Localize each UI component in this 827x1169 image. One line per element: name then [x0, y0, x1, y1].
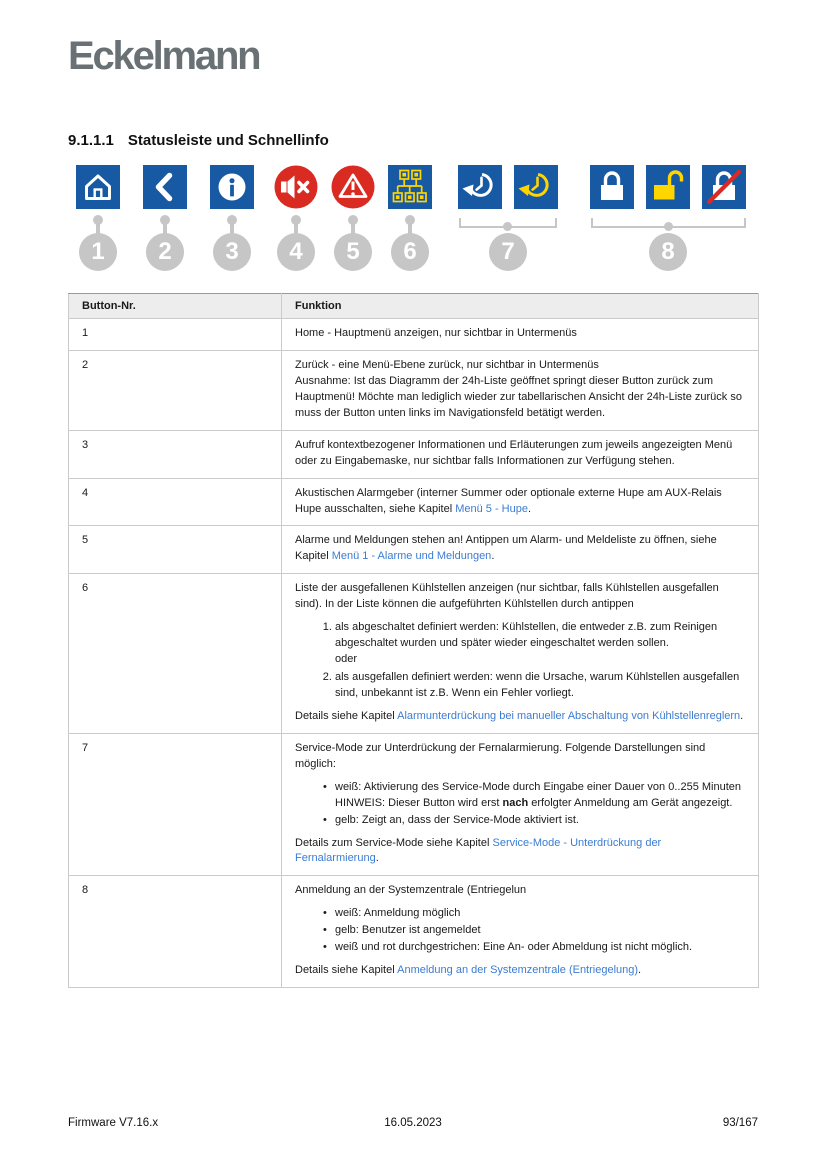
row7-bullet1-line2-post: erfolgter Anmeldung am Gerät angezeigt.: [528, 796, 733, 809]
callout-number-8: 8: [649, 233, 687, 271]
row8-bullet2: gelb: Benutzer ist angemeldet: [335, 924, 481, 937]
row8-bullet1: weiß: Anmeldung möglich: [335, 907, 461, 920]
funktion-cell: [282, 876, 759, 988]
bracket-dot: [664, 222, 673, 231]
home-icon: [76, 165, 120, 209]
section-title: Statusleiste und Schnellinfo: [127, 132, 329, 149]
row3-text: Aufruf kontextbezogener Informationen und Erläuterungen zum jeweils angezeigten Menü oder zu Eingabemaske, nur sichtbar falls Informationen zur Verfügung stehen.: [295, 438, 733, 467]
link-alarmunterdrueckung[interactable]: Alarmunterdrückung bei manueller Abschaltung von Kühlstellenreglern: [397, 709, 741, 722]
funktion-cell: [282, 430, 759, 478]
funktion-cell: [282, 478, 759, 526]
row7-bold-nach: nach: [502, 796, 529, 809]
link-menu-1-alarme[interactable]: Menü 1 - Alarme und Meldungen: [331, 550, 492, 563]
button-nr-cell: 3: [69, 430, 282, 478]
row7-bullet2: gelb: Zeigt an, dass der Service-Mode aktiviert ist.: [335, 813, 579, 826]
table-row: [69, 350, 759, 430]
row8-bullet3: weiß und rot durchgestrichen: Eine An- oder Abmeldung ist nicht möglich.: [335, 941, 693, 954]
row8-details: Details siehe Kapitel: [295, 964, 398, 977]
mute-alarm-icon: [274, 165, 318, 209]
row2-line1: Zurück - eine Menü-Ebene zurück, nur sichtbar in Untermenüs: [295, 358, 599, 371]
table-row: [69, 430, 759, 478]
row7-intro: Service-Mode zur Unterdrückung der Fernalarmierung. Folgende Darstellungen sind möglich:: [295, 741, 706, 770]
row8-intro: Anmeldung an der Systemzentrale (Entriegelun: [295, 884, 527, 897]
row5-period: .: [491, 550, 495, 563]
footer-date: 16.05.2023: [384, 1117, 442, 1129]
service-mode-white-icon: [458, 165, 502, 209]
button-function-table: [68, 293, 759, 988]
table-row: [69, 319, 759, 351]
callout-number-5: 5: [334, 233, 372, 271]
row6-ordered-list: [295, 620, 745, 702]
column-header-button-nr: Button-Nr.: [69, 294, 282, 319]
button-nr-cell: 5: [69, 526, 282, 574]
lock-open-yellow-icon: [646, 165, 690, 209]
table-row: [69, 526, 759, 574]
back-icon: [143, 165, 187, 209]
lock-crossed-icon: [702, 165, 746, 209]
callout-number-1: 1: [79, 233, 117, 271]
footer-page-number: 93/167: [722, 1117, 758, 1129]
row7-details: Details zum Service-Mode siehe Kapitel: [295, 836, 493, 849]
callout-number-7: 7: [489, 233, 527, 271]
callout-number-4: 4: [277, 233, 315, 271]
company-logo: Eckelmann: [68, 34, 260, 78]
link-anmeldung-systemzentrale[interactable]: Anmeldung an der Systemzentrale (Entriegelung): [397, 964, 639, 977]
link-service-mode[interactable]: Service-Mode - Unterdrückung der Fernalarmierung: [295, 836, 662, 865]
row1-text: Home - Hauptmenü anzeigen, nur sichtbar in Untermenüs: [295, 327, 577, 339]
list-item: [335, 906, 745, 922]
button-nr-cell: 1: [69, 319, 282, 351]
row6-item2: als ausgefallen definiert werden: wenn die Ursache, warum Kühlstellen ausgefallen sind, unbekannt ist z.B. Wenn ein Fehler vorliegt.: [335, 671, 740, 699]
column-header-funktion: Funktion: [282, 294, 759, 319]
list-item: [335, 780, 745, 812]
row4-period: .: [527, 502, 532, 515]
row6-item1-oder: oder: [335, 653, 358, 666]
list-item: [335, 620, 745, 668]
table-row: [69, 876, 759, 988]
list-item: [335, 940, 745, 956]
section-number: 9.1.1.1: [68, 132, 114, 149]
row6-period: .: [740, 709, 744, 722]
row6-intro: Liste der ausgefallenen Kühlstellen anzeigen (nur sichtbar, falls Kühlstellen ausgefallen sind). In der Liste können die aufgeführten Kühlstellen durch antippen: [295, 582, 719, 611]
row4-text: Akustischen Alarmgeber (interner Summer oder optionale externe Hupe am AUX-Relais Hupe ausschalten, siehe Kapitel: [295, 486, 722, 515]
button-nr-cell: 8: [69, 876, 282, 988]
funktion-cell: [282, 319, 759, 351]
link-menu-5-hupe[interactable]: Menü 5 - Hupe: [455, 502, 528, 515]
row8-period: .: [638, 964, 642, 977]
table-row: [69, 733, 759, 876]
list-item: [335, 923, 745, 939]
table-row: [69, 478, 759, 526]
row8-bullet-list: [295, 906, 745, 956]
table-header-row: [69, 294, 759, 319]
failed-coolingpoints-icon: [388, 165, 432, 209]
list-item: [335, 813, 745, 829]
row7-period: .: [375, 852, 379, 865]
callout-number-2: 2: [146, 233, 184, 271]
footer-firmware-version: Firmware V7.16.x: [68, 1117, 159, 1129]
row7-bullet-list: [295, 780, 745, 829]
row5-text: Alarme und Meldungen stehen an! Antippen um Alarm- und Meldeliste zu öffnen, siehe Kapitel: [295, 534, 717, 563]
row2-line2: Ausnahme: Ist das Diagramm der 24h-Liste geöffnet springt dieser Button zurück zum Hauptmenü! Möchte man lediglich wieder zur tabellarischen Ansicht der 24h-Liste zurück so muss der Button unten links im Navigationsfeld betätigt werden.: [295, 374, 742, 419]
funktion-cell: [282, 574, 759, 734]
row6-item1: als abgeschaltet definiert werden: Kühlstellen, die entweder z.B. zum Reinigen abgeschaltet wurden und später wieder eingeschaltet werden sollen.: [335, 621, 718, 650]
alarm-warning-icon: [331, 165, 375, 209]
lock-closed-icon: [590, 165, 634, 209]
button-nr-cell: 2: [69, 350, 282, 430]
row7-bullet1-line1: weiß: Aktivierung des Service-Mode durch Eingabe einer Dauer von 0..255 Minuten: [335, 780, 742, 793]
button-nr-cell: 7: [69, 733, 282, 876]
funktion-cell: [282, 733, 759, 876]
callout-number-6: 6: [391, 233, 429, 271]
bracket-dot: [503, 222, 512, 231]
info-icon: [210, 165, 254, 209]
row7-bullet1-line2: HINWEIS: Dieser Button wird erst: [335, 796, 503, 809]
list-item: [335, 670, 745, 702]
button-nr-cell: 6: [69, 574, 282, 734]
status-bar-figure: [0, 165, 827, 275]
row6-details: Details siehe Kapitel: [295, 709, 398, 722]
funktion-cell: [282, 350, 759, 430]
button-nr-cell: 4: [69, 478, 282, 526]
service-mode-yellow-icon: [514, 165, 558, 209]
section-heading: [68, 132, 329, 149]
table-row: [69, 574, 759, 734]
callout-number-3: 3: [213, 233, 251, 271]
funktion-cell: [282, 526, 759, 574]
